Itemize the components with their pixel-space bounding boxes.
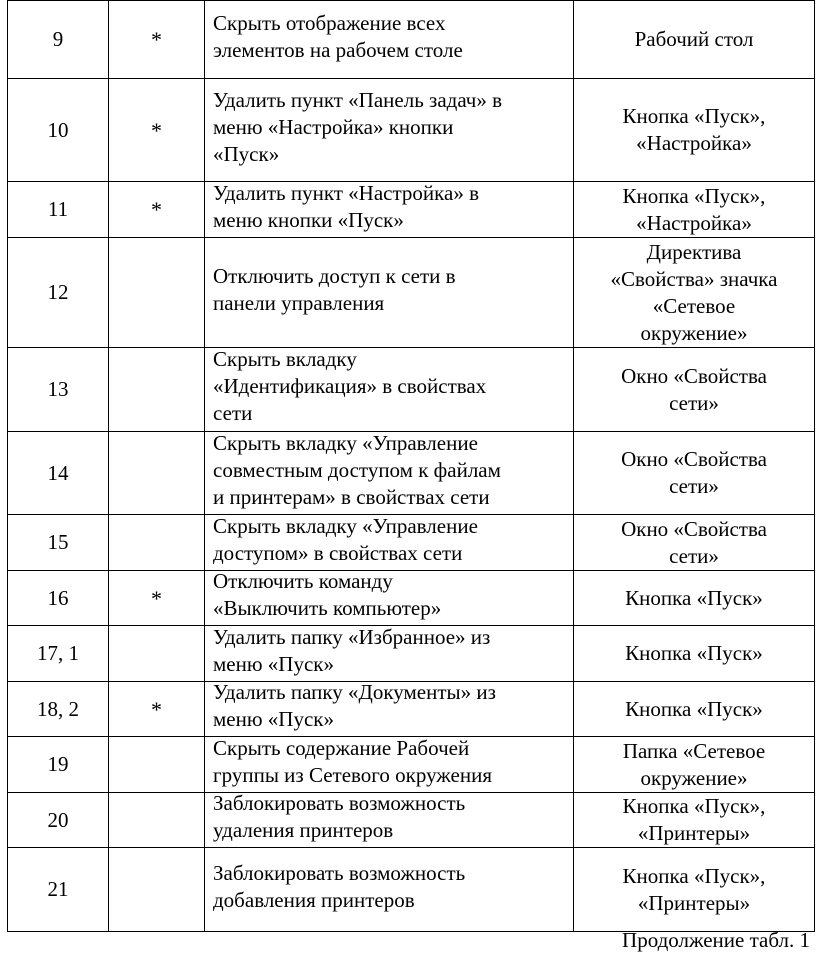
table-row xyxy=(8,432,815,515)
table-row xyxy=(8,737,815,793)
row-mark xyxy=(109,348,205,432)
table-row xyxy=(8,571,815,626)
row-target: Окно «Свойства сети» xyxy=(621,516,767,568)
row-number: 12 xyxy=(8,238,109,348)
row-action: Удалить папку «Избранное» из меню «Пуск» xyxy=(213,624,491,676)
row-action: Скрыть вкладку «Управление доступом» в свойствах сети xyxy=(213,513,478,565)
row-mark xyxy=(109,515,205,571)
table-row xyxy=(8,626,815,682)
policy-table xyxy=(7,0,815,932)
table-row xyxy=(8,79,815,182)
row-mark: * xyxy=(109,571,205,626)
row-number: 15 xyxy=(8,515,109,571)
row-mark: * xyxy=(109,79,205,182)
row-target: Окно «Свойства сети» xyxy=(621,363,767,415)
row-action: Скрыть отображение всех элементов на рабочем столе xyxy=(213,10,463,62)
row-mark: * xyxy=(109,682,205,737)
row-mark xyxy=(109,238,205,348)
row-mark: * xyxy=(109,182,205,238)
table-row xyxy=(8,1,815,79)
row-number: 13 xyxy=(8,348,109,432)
row-target: Кнопка «Пуск», «Принтеры» xyxy=(622,794,766,845)
row-action: Заблокировать возможность удаления принтеров xyxy=(213,791,466,842)
row-mark: * xyxy=(109,1,205,79)
row-target: Кнопка «Пуск» xyxy=(625,696,763,721)
row-action: Удалить папку «Документы» из меню «Пуск» xyxy=(213,680,496,731)
row-number: 20 xyxy=(8,793,109,848)
row-target: Кнопка «Пуск», «Принтеры» xyxy=(622,863,766,915)
row-number: 9 xyxy=(8,1,109,79)
row-target: Директива «Свойства» значка «Сетевое окружение» xyxy=(610,239,778,345)
row-number: 11 xyxy=(8,182,109,238)
table-row xyxy=(8,515,815,571)
row-target: Папка «Сетевое окружение» xyxy=(622,738,766,790)
row-action: Отключить команду «Выключить компьютер» xyxy=(213,569,442,620)
row-mark xyxy=(109,793,205,848)
table-row xyxy=(8,348,815,432)
row-action: Скрыть содержание Рабочей группы из Сетевого окружения xyxy=(213,735,492,787)
row-mark xyxy=(109,626,205,682)
row-number: 21 xyxy=(8,848,109,932)
row-number: 18, 2 xyxy=(8,682,109,737)
row-target: Кнопка «Пуск» xyxy=(625,585,763,610)
row-action: Удалить пункт «Панель задач» в меню «Настройка» кнопки «Пуск» xyxy=(213,87,503,166)
table-row xyxy=(8,182,815,238)
row-target: Кнопка «Пуск», «Настройка» xyxy=(622,104,766,155)
row-number: 14 xyxy=(8,432,109,515)
table-row xyxy=(8,793,815,848)
row-number: 16 xyxy=(8,571,109,626)
table-row xyxy=(8,848,815,932)
row-action: Заблокировать возможность добавления принтеров xyxy=(213,860,466,912)
row-action: Скрыть вкладку «Управление совместным доступом к файлам и принтерам» в свойствах сети xyxy=(213,430,501,509)
row-target: Кнопка «Пуск» xyxy=(625,641,763,665)
row-action: Скрыть вкладку «Идентификация» в свойствах сети xyxy=(213,347,487,425)
row-mark xyxy=(109,432,205,515)
table-row xyxy=(8,238,815,348)
table-continuation-caption: Продолжение табл. 1 xyxy=(622,928,810,952)
row-target: Рабочий стол xyxy=(634,27,754,51)
row-target: Кнопка «Пуск», «Настройка» xyxy=(622,183,766,235)
row-action: Отключить доступ к сети в панели управления xyxy=(213,263,456,315)
row-target: Окно «Свойства сети» xyxy=(621,447,767,498)
row-mark xyxy=(109,737,205,793)
table-row xyxy=(8,682,815,737)
row-number: 19 xyxy=(8,737,109,793)
row-mark xyxy=(109,848,205,932)
row-number: 17, 1 xyxy=(8,626,109,682)
row-number: 10 xyxy=(8,79,109,182)
row-action: Удалить пункт «Настройка» в меню кнопки «Пуск» xyxy=(213,180,480,232)
